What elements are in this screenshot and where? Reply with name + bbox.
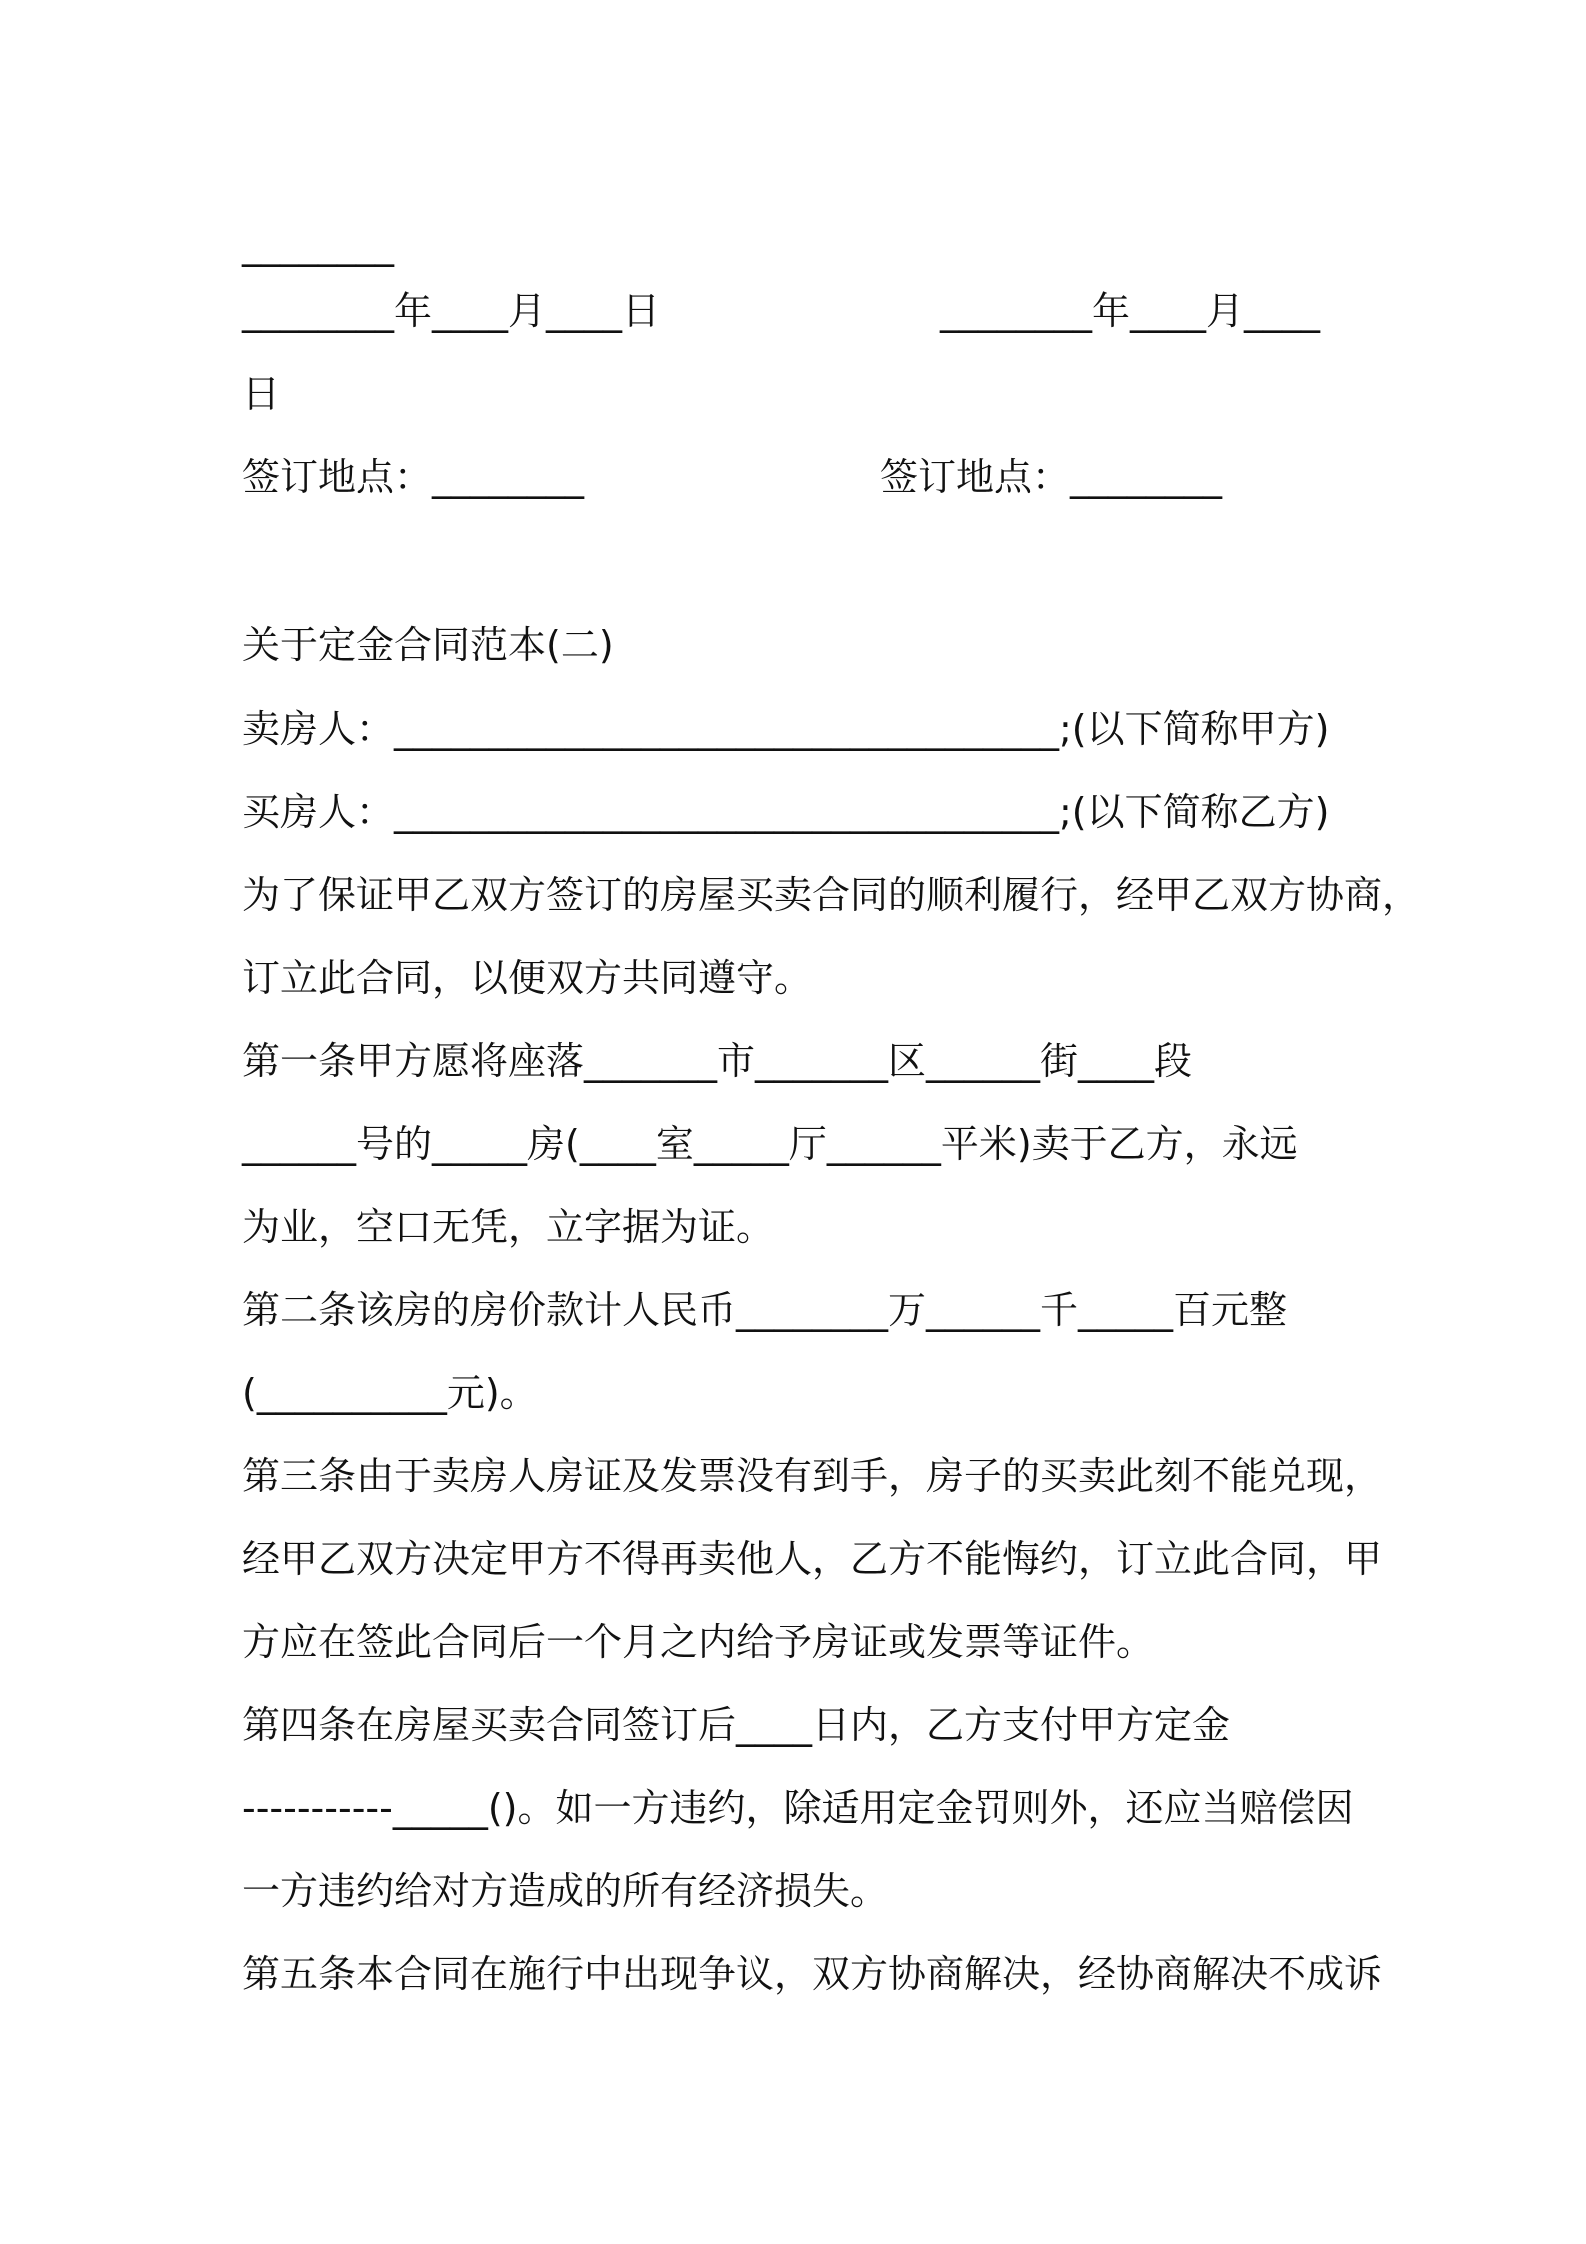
date-right: ________年____月____ xyxy=(940,289,1321,333)
date-left: ________年____月____日 xyxy=(242,289,661,333)
section-title: 关于定金合同范本(二) xyxy=(242,623,614,667)
article-3-line: 方应在签此合同后一个月之内给予房证或发票等证件。 xyxy=(242,1620,1155,1664)
article-4-line: 第四条在房屋买卖合同签订后____日内，乙方支付甲方定金 xyxy=(242,1703,1231,1747)
article-3-line: 第三条由于卖房人房证及发票没有到手，房子的买卖此刻不能兑现， xyxy=(242,1454,1383,1498)
signing-place-right: 签订地点：________ xyxy=(880,455,1223,499)
article-1-line: ______号的_____房(____室_____厅______平米)卖于乙方，永远 xyxy=(242,1122,1298,1166)
seller-line: 卖房人：___________________________________;(以下简称甲方) xyxy=(242,707,1330,751)
article-5-line: 第五条本合同在施行中出现争议，双方协商解决，经协商解决不成诉 xyxy=(242,1952,1383,1996)
article-1-line: 第一条甲方愿将座落_______市_______区______街____段 xyxy=(242,1039,1193,1083)
intro-paragraph-line: 订立此合同，以便双方共同遵守。 xyxy=(242,956,813,1000)
date-right-day: 日 xyxy=(242,372,281,416)
article-4-line: -----------_____()。如一方违约，除适用定金罚则外，还应当赔偿因 xyxy=(242,1786,1354,1830)
intro-paragraph-line: 为了保证甲乙双方签订的房屋买卖合同的顺利履行，经甲乙双方协商， xyxy=(242,873,1421,917)
article-3-line: 经甲乙双方决定甲方不得再卖他人，乙方不能悔约，订立此合同，甲 xyxy=(242,1537,1383,1581)
article-4-line: 一方违约给对方造成的所有经济损失。 xyxy=(242,1869,889,1913)
article-2-line: 第二条该房的房价款计人民币________万______千_____百元整 xyxy=(242,1288,1288,1332)
article-2-line: (__________元)。 xyxy=(242,1371,538,1415)
article-1-line: 为业，空口无凭，立字据为证。 xyxy=(242,1205,775,1249)
signature-blank: ________ xyxy=(242,223,394,267)
buyer-line: 买房人：___________________________________;(以下简称乙方) xyxy=(242,790,1330,834)
signing-place-left: 签订地点：________ xyxy=(242,455,585,499)
